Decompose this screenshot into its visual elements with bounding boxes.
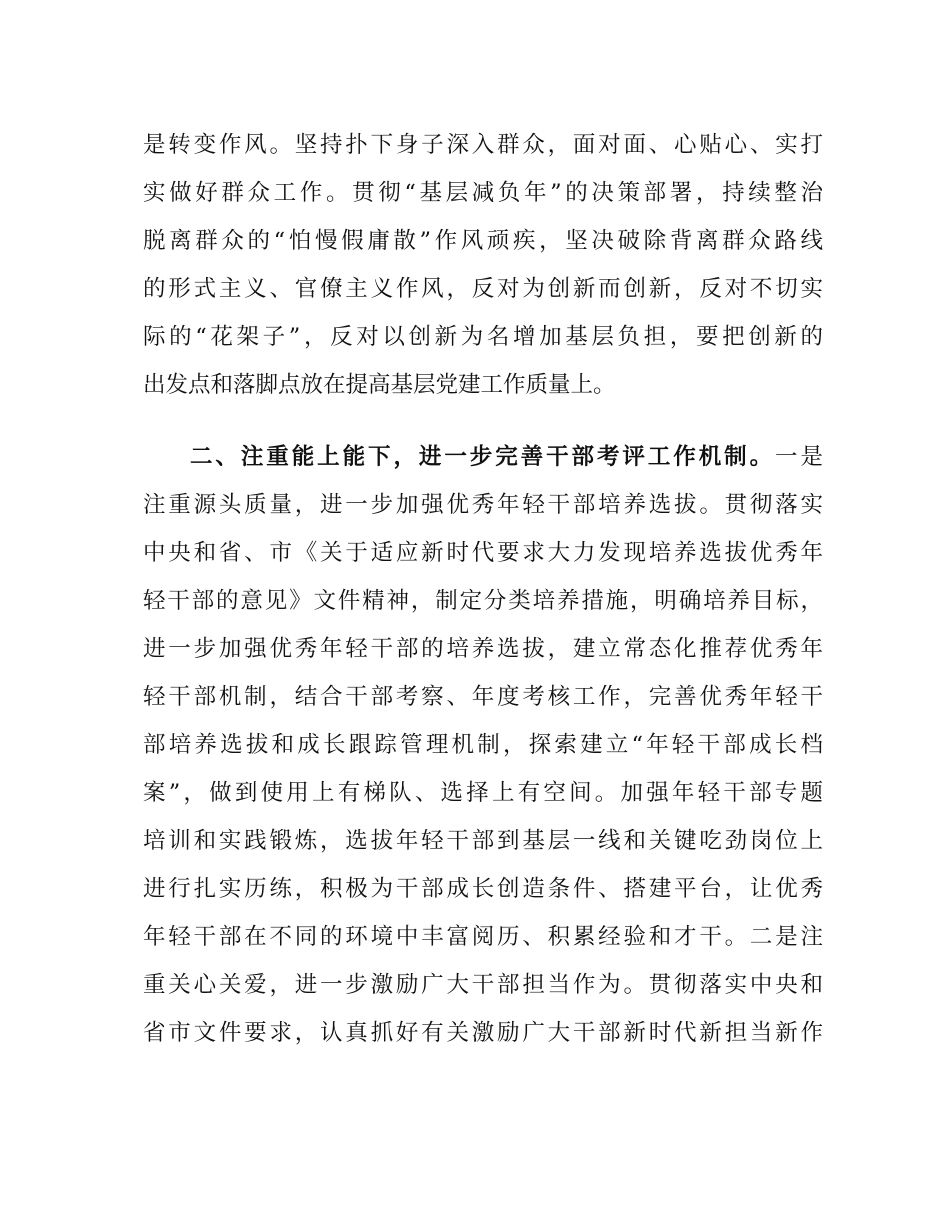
paragraph-1-line-6: 出发点和落脚点放在提高基层党建工作质量上。 [143, 372, 616, 398]
paragraph-2-line-3: 中央和省、市《关于适应新时代要求大力发现培养选拔优秀年 [143, 540, 823, 566]
section-heading: 二、注重能上能下，进一步完善干部考评工作机制。 [190, 444, 776, 470]
paragraph-2-line-4: 轻干部的意见》文件精神，制定分类培养措施，明确培养目标， [143, 588, 823, 614]
paragraph-2-first-line-rest: 一是 [775, 444, 823, 470]
paragraph-2-line-7: 部培养选拔和成长跟踪管理机制，探索建立“年轻干部成长档 [143, 732, 823, 758]
paragraph-1-line-4: 的形式主义、官僚主义作风，反对为创新而创新，反对不切实 [143, 276, 823, 302]
paragraph-1-line-1: 是转变作风。坚持扑下身子深入群众，面对面、心贴心、实打 [143, 132, 823, 158]
paragraph-2-line-9: 培训和实践锻炼，选拔年轻干部到基层一线和关键吃劲岗位上 [143, 828, 823, 854]
paragraph-1-line-3: 脱离群众的“怕慢假庸散”作风顽疾，坚决破除背离群众路线 [143, 228, 823, 254]
paragraph-2-line-2: 注重源头质量，进一步加强优秀年轻干部培养选拔。贯彻落实 [143, 492, 823, 518]
paragraph-2-first-line [190, 440, 823, 474]
paragraph-2-line-5: 进一步加强优秀年轻干部的培养选拔，建立常态化推荐优秀年 [143, 636, 823, 662]
paragraph-2-line-12: 重关心关爱，进一步激励广大干部担当作为。贯彻落实中央和 [143, 972, 823, 998]
paragraph-2-line-10: 进行扎实历练，积极为干部成长创造条件、搭建平台，让优秀 [143, 876, 823, 902]
paragraph-2-line-13: 省市文件要求，认真抓好有关激励广大干部新时代新担当新作 [143, 1020, 823, 1046]
paragraph-2-line-8: 案”，做到使用上有梯队、选择上有空间。加强年轻干部专题 [143, 780, 823, 806]
paragraph-2-line-6: 轻干部机制，结合干部考察、年度考核工作，完善优秀年轻干 [143, 684, 823, 710]
paragraph-2-line-11: 年轻干部在不同的环境中丰富阅历、积累经验和才干。二是注 [143, 924, 823, 950]
paragraph-1-line-5: 际的“花架子”，反对以创新为名增加基层负担，要把创新的 [143, 324, 823, 350]
paragraph-1-line-2: 实做好群众工作。贯彻“基层减负年”的决策部署，持续整治 [143, 180, 823, 206]
